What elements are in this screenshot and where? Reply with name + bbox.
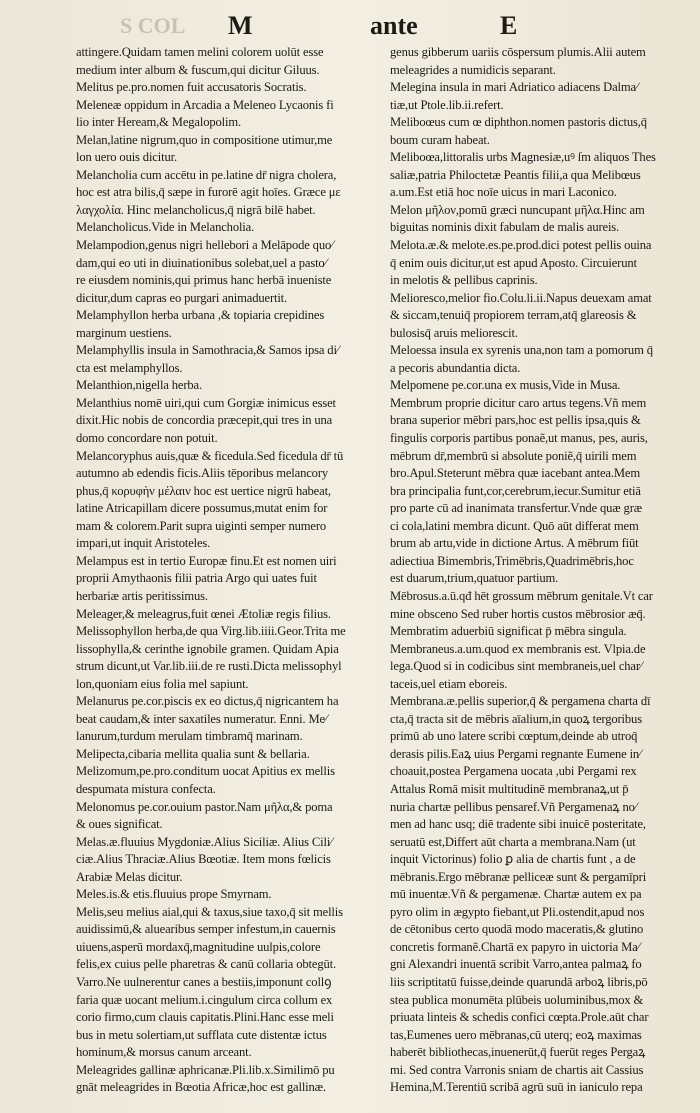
text-line: Attalus Romā misit multitudinē membranaꝝ,ut p̄ bbox=[390, 781, 629, 796]
text-line: liis scriptitatū fuisse,deinde quarundā arboꝝ libris,pō bbox=[390, 974, 648, 989]
text-line: Melancholicus.Vide in Melancholia. bbox=[76, 220, 255, 235]
text-line: Melota.æ.& melote.es.pe.prod.dici potest pellis ouina bbox=[390, 238, 652, 253]
text-line: & siccam,tenuiq̄ propiorem terram,atq̄ glareosis & bbox=[390, 308, 637, 323]
text-line: Melan,latine nigrum,quo in compositione utimur,me bbox=[76, 132, 333, 147]
text-line: Melas.æ.fluuius Mygdoniæ.Alius Siciliæ. Alius Cili⁄ bbox=[76, 834, 333, 849]
text-line: genus gibberum uariis cōspersum plumis.Alii autem bbox=[390, 45, 646, 59]
text-line: proprii Amythaonis filii patria Argo qui uates fuit bbox=[76, 571, 317, 586]
text-line: Melegina insula in mari Adriatico adiacens Dalma⁄ bbox=[390, 80, 638, 95]
text-line: felis,ex cuius pelle pharetras & canū collaria obtegūt. bbox=[76, 957, 336, 972]
text-line: stea publica monumēta plūbeis uoluminibus,mox & bbox=[390, 992, 644, 1007]
text-line: beat caudam,& inter saxatiles numeratur. Enni. Me⁄ bbox=[76, 711, 327, 726]
text-line: domo concordare non potuit. bbox=[76, 431, 218, 446]
text-line: bus in metu solertiam,ut sufflata cute distentæ ictus bbox=[76, 1027, 327, 1042]
text-line: mū inuentæ.Vñ & pergamenæ. Chartæ autem ex pa bbox=[390, 887, 642, 902]
text-line: brum ab artu,vide in dictione Artus. A mēbrum fiūt bbox=[390, 536, 639, 551]
text-line: Melampus est in tertio Europæ finu.Et est nomen uiri bbox=[76, 553, 337, 568]
text-line: q̄ enim ouis dicitur,ut est apud Aposto. Circuierunt bbox=[390, 255, 637, 270]
text-line: Melpomene pe.cor.una ex musis,Vide in Musa. bbox=[390, 378, 621, 393]
text-line: autumno ab edendis ficis.Aliis tēporibus melancory bbox=[76, 466, 329, 481]
text-line: adiectiua Bimembris,Trimēbris,Quadrimēbris,hoc bbox=[390, 553, 634, 568]
text-line: Meles.is.& etis.fluuius prope Smyrnam. bbox=[76, 887, 272, 902]
text-line: haberēt bibliothecas,inuenerūt,q̄ fuerūt reges Pergaꝝ bbox=[390, 1045, 646, 1060]
text-line: bro.Apul.Steterunt mēbra quæ iacebant antea.Mem bbox=[390, 466, 640, 481]
text-line: cta est melamphyllos. bbox=[76, 360, 183, 375]
text-line: Membratim aduerbiū significat p̄ mēbra singula. bbox=[390, 624, 627, 639]
left-text-column bbox=[76, 44, 380, 1097]
text-line: cta,q̄ tracta sit de mēbris aīalium,in quoꝝ tergoribus bbox=[390, 711, 642, 726]
text-line: Melancoryphus auis,quæ & ficedula.Sed ficedula dr̄ tū bbox=[76, 448, 344, 463]
text-line: derasis pilis.Eaꝝ uius Pergami regnante Eumene in⁄ bbox=[390, 746, 642, 761]
text-line: Melissophyllon herba,de qua Virg.lib.iiii.Geor.Trita me bbox=[76, 624, 346, 639]
text-line: hominum,& morsus canum arceant. bbox=[76, 1045, 252, 1060]
text-line: lissophylla,& cerinthe ignobile gramen. Quidam Apia bbox=[76, 641, 339, 656]
text-line: Meliboœa,littoralis urbs Magnesiæ,uꝰ ſm aliquos Thes bbox=[390, 150, 656, 165]
text-line: dicitur,dum capras eo purgari animaduertit. bbox=[76, 290, 288, 305]
text-line: dixit.Hic nobis de concordia præcepit,qui tres in una bbox=[76, 413, 333, 428]
text-line: Melipecta,cibaria mellita qualia sunt & bellaria. bbox=[76, 746, 310, 761]
text-line: pro parte cū ad inanimata transfertur.Vnde quæ græ bbox=[390, 501, 642, 516]
text-line: mine obsceno Sed ruber hortis custos mēbrosior æq̄. bbox=[390, 606, 646, 621]
text-line: latine Atricapillam dicere possumus,mutat enim for bbox=[76, 501, 328, 516]
text-line: hoc est atra bilis,q̄ sæpe in furorē agit hoīes. Græce με bbox=[76, 185, 341, 200]
text-line: lio inter Heream,& Megalopolim. bbox=[76, 115, 241, 130]
text-line: ciæ.Alius Thraciæ.Alius Bœotiæ. Item mons fœlicis bbox=[76, 852, 331, 867]
text-line: Melamphyllon herba urbana ,& topiaria crepidines bbox=[76, 308, 325, 323]
text-line: uiuens,asperū mordaxq̄,magnitudine uulpis,colore bbox=[76, 939, 321, 954]
text-line: priuata linteis & schedis confici cœpta.Prole.aūt char bbox=[390, 1010, 649, 1025]
text-line: nuria chartæ pellibus pensaref.Vñ Pergamenaꝝ no⁄ bbox=[390, 799, 637, 814]
text-line: bulosisq̄ aruis meliorescit. bbox=[390, 325, 518, 340]
text-line: dam,qui eo uti in diuinationibus solebat,uel a pasto⁄ bbox=[76, 255, 327, 270]
text-line: est duarum,trium,quatuor partium. bbox=[390, 571, 559, 586]
text-line: gni Alexandri inuentā scribit Varro,antea palmaꝝ fo bbox=[390, 957, 642, 972]
header-letter-left: M bbox=[228, 11, 253, 40]
text-line: medium inter album & fuscum,qui dicitur Giluus. bbox=[76, 62, 320, 77]
text-line: Meliboœus cum œ diphthon.nomen pastoris dictus,q̄ bbox=[390, 115, 647, 130]
show-through-text: S COL bbox=[120, 13, 186, 38]
text-line: Meloessa insula ex syrenis una,non tam a pomorum q̄ bbox=[390, 343, 653, 358]
text-line: Varro.Ne uulnerentur canes a bestiis,imponunt collꝯ bbox=[76, 974, 332, 989]
text-line: biguitas nominis dixit fabulam de malis aureis. bbox=[390, 220, 620, 235]
text-line: Melis,seu melius aial,qui & taxus,siue taxo,q̄ sit mellis bbox=[76, 904, 343, 919]
running-header bbox=[0, 8, 700, 44]
text-line: tiæ,ut Ptole.lib.ii.refert. bbox=[390, 97, 504, 112]
text-line: lega.Quod si in codicibus sint membraneis,uel char⁄ bbox=[390, 659, 642, 674]
text-line: corio firmo,cum clauis capitatis.Plini.Hanc esse meli bbox=[76, 1010, 334, 1025]
text-line: Melanthius nomē uiri,qui cum Gorgiæ inimicus esset bbox=[76, 395, 336, 410]
text-line: Melanurus pe.cor.piscis ex eo dictus,q̄ nigricantem ha bbox=[76, 694, 339, 709]
text-line: Membrana.æ.pellis superior,q̄ & pergamena charta dī bbox=[390, 694, 651, 709]
text-line: Melamphyllis insula in Samothracia,& Samos ipsa di⁄ bbox=[76, 343, 339, 358]
text-line: Mēbrosus.a.ū.qđ hēt grossum mēbrum genitale.Vt car bbox=[390, 588, 653, 603]
text-line: gnāt meleagrides in Bœotia Africæ,hoc est gallinæ. bbox=[76, 1080, 326, 1095]
text-line: pyro olim in ægypto fiebant,ut Pli.ostendit,apud nos bbox=[390, 904, 645, 919]
text-line: brana superior mēbri pars,hoc est pellis ipsa,quis & bbox=[390, 413, 641, 428]
text-line: λαγχολία. Hinc melancholicus,q̄ nigrā bilē habet. bbox=[76, 202, 316, 217]
text-line: herbariæ artis peritissimus. bbox=[76, 588, 208, 603]
text-line: meleagrides a numidicis separant. bbox=[390, 62, 556, 77]
text-line: Melioresco,melior fio.Colu.li.ii.Napus deuexam amat bbox=[390, 290, 652, 305]
text-line: a.um.Est etiā hoc noīe uicus in mari Laconico. bbox=[390, 185, 617, 200]
text-line: de cētonibus certo quodā modo maceratis,& glutino bbox=[390, 922, 644, 937]
text-line: bra principalia funt,cor,cerebrum,iecur.Sumitur etiā bbox=[390, 483, 641, 498]
text-line: taceis,uel etiam eboreis. bbox=[390, 676, 508, 691]
text-line: marginum uestiens. bbox=[76, 325, 172, 340]
text-line: saliæ,patria Philoctetæ Peantis filii,a qua Melibœus bbox=[390, 167, 641, 182]
text-line: Melitus pe.pro.nomen fuit accusatoris Socratis. bbox=[76, 80, 307, 95]
text-line: Meleagrides gallinæ aphricanæ.Pli.lib.x.Similimō pu bbox=[76, 1062, 335, 1077]
text-line: Melon μῆλον,pomū græci nuncupant μῆλα.Hinc am bbox=[390, 202, 645, 217]
text-line: lon uero ouis dicitur. bbox=[76, 150, 177, 165]
text-line: Hemina,M.Terentiū scribā agrū suū in ianiculo repa bbox=[390, 1080, 643, 1095]
text-line: faria quæ uocant melium.i.cingulum circa collum ex bbox=[76, 992, 333, 1007]
text-line: ci cola,latini membra dicunt. Quō aūt differat mem bbox=[390, 518, 639, 533]
text-line: Melanthion,nigella herba. bbox=[76, 378, 202, 393]
text-line: seruatū est,Differt aūt charta a membrana.Nam (ut bbox=[390, 834, 636, 849]
text-line: mēbranis.Ergo mēbranæ pelliceæ sunt & pergamīpri bbox=[390, 869, 647, 884]
text-line: choauit,postea Pergamena uocata ,ubi Pergami rex bbox=[390, 764, 637, 779]
text-line: fingulis corporis partibus ponaẽ,ut manus, pes, auris, bbox=[390, 431, 648, 446]
text-line: impari,ut inquit Aristoteles. bbox=[76, 536, 211, 551]
text-line: inquit Victorinus) folio ꝑ alia de chartis funt , a de bbox=[390, 852, 636, 867]
text-line: lanurum,turdum merulam timbramq̄ marinam. bbox=[76, 729, 303, 744]
text-line: Meleneæ oppidum in Arcadia a Meleneo Lycaonis fi bbox=[76, 97, 334, 112]
text-line: phus,q̄ κορυφὴν μέλαιν hoc est uertice nigrū habeat, bbox=[76, 483, 331, 498]
text-line: attingere.Quidam tamen melini colorem uolūt esse bbox=[76, 45, 324, 59]
text-line: boum curam habeat. bbox=[390, 132, 490, 147]
text-line: Melonomus pe.cor.ouium pastor.Nam μῆλα,& poma bbox=[76, 799, 333, 814]
text-line: men ad hanc usq; diē tradente sibi inuicē posteritate, bbox=[390, 817, 646, 832]
text-line: auidissimū,& aluearibus semper infestum,in cauernis bbox=[76, 922, 336, 937]
text-line: Melizomum,pe.pro.conditum uocat Apitius ex mellis bbox=[76, 764, 335, 779]
text-line: Membraneus.a.um.quod ex membranis est. Vlpia.de bbox=[390, 641, 646, 656]
text-line: Membrum proprie dicitur caro artus tegens.Vñ mem bbox=[390, 395, 647, 410]
text-line: Arabiæ Melas dicitur. bbox=[76, 869, 183, 884]
text-line: mam & colorem.Parit supra uiginti semper numero bbox=[76, 518, 327, 533]
right-text-column bbox=[390, 44, 690, 1097]
text-line: tas,Eumenes uero mēbranas,cū uterq; eoꝝ maximas bbox=[390, 1027, 642, 1042]
text-line: in melotis & pellibus caprinis. bbox=[390, 273, 538, 288]
text-line: Meleager,& meleagrus,fuit œnei Ætoliæ regis filius. bbox=[76, 606, 331, 621]
text-line: lon,quoniam eius folia mel sapiunt. bbox=[76, 676, 249, 691]
text-line: concretis formanẽ.Chartā ex papyro in uictoria Ma⁄ bbox=[390, 939, 640, 954]
text-line: Melancholia cum accētu in pe.latine dr̄ nigra cholera, bbox=[76, 167, 337, 182]
text-line: primū ab uno latere scribi cœptum,deinde ab utroq̄ bbox=[390, 729, 638, 744]
text-line: a pecoris abundantia dicta. bbox=[390, 360, 521, 375]
text-line: strum dicunt,ut Var.lib.iii.de re rusti.Dicta melissophyl bbox=[76, 659, 342, 674]
text-line: Melampodion,genus nigri hellebori a Melāpode quo⁄ bbox=[76, 238, 334, 253]
text-line: despumata mistura confecta. bbox=[76, 781, 216, 796]
text-line: & oues significat. bbox=[76, 817, 163, 832]
header-letter-right: E bbox=[500, 11, 518, 40]
text-line: re eiusdem nominis,qui primus hanc herbā inueniste bbox=[76, 273, 332, 288]
text-line: mēbrum dr̄,membrū si absolute poniẽ,q̄ uirili mem bbox=[390, 448, 637, 463]
text-line: mi. Sed contra Varronis sniam de chartis ait Cassius bbox=[390, 1062, 644, 1077]
header-catchword: ante bbox=[370, 11, 418, 40]
